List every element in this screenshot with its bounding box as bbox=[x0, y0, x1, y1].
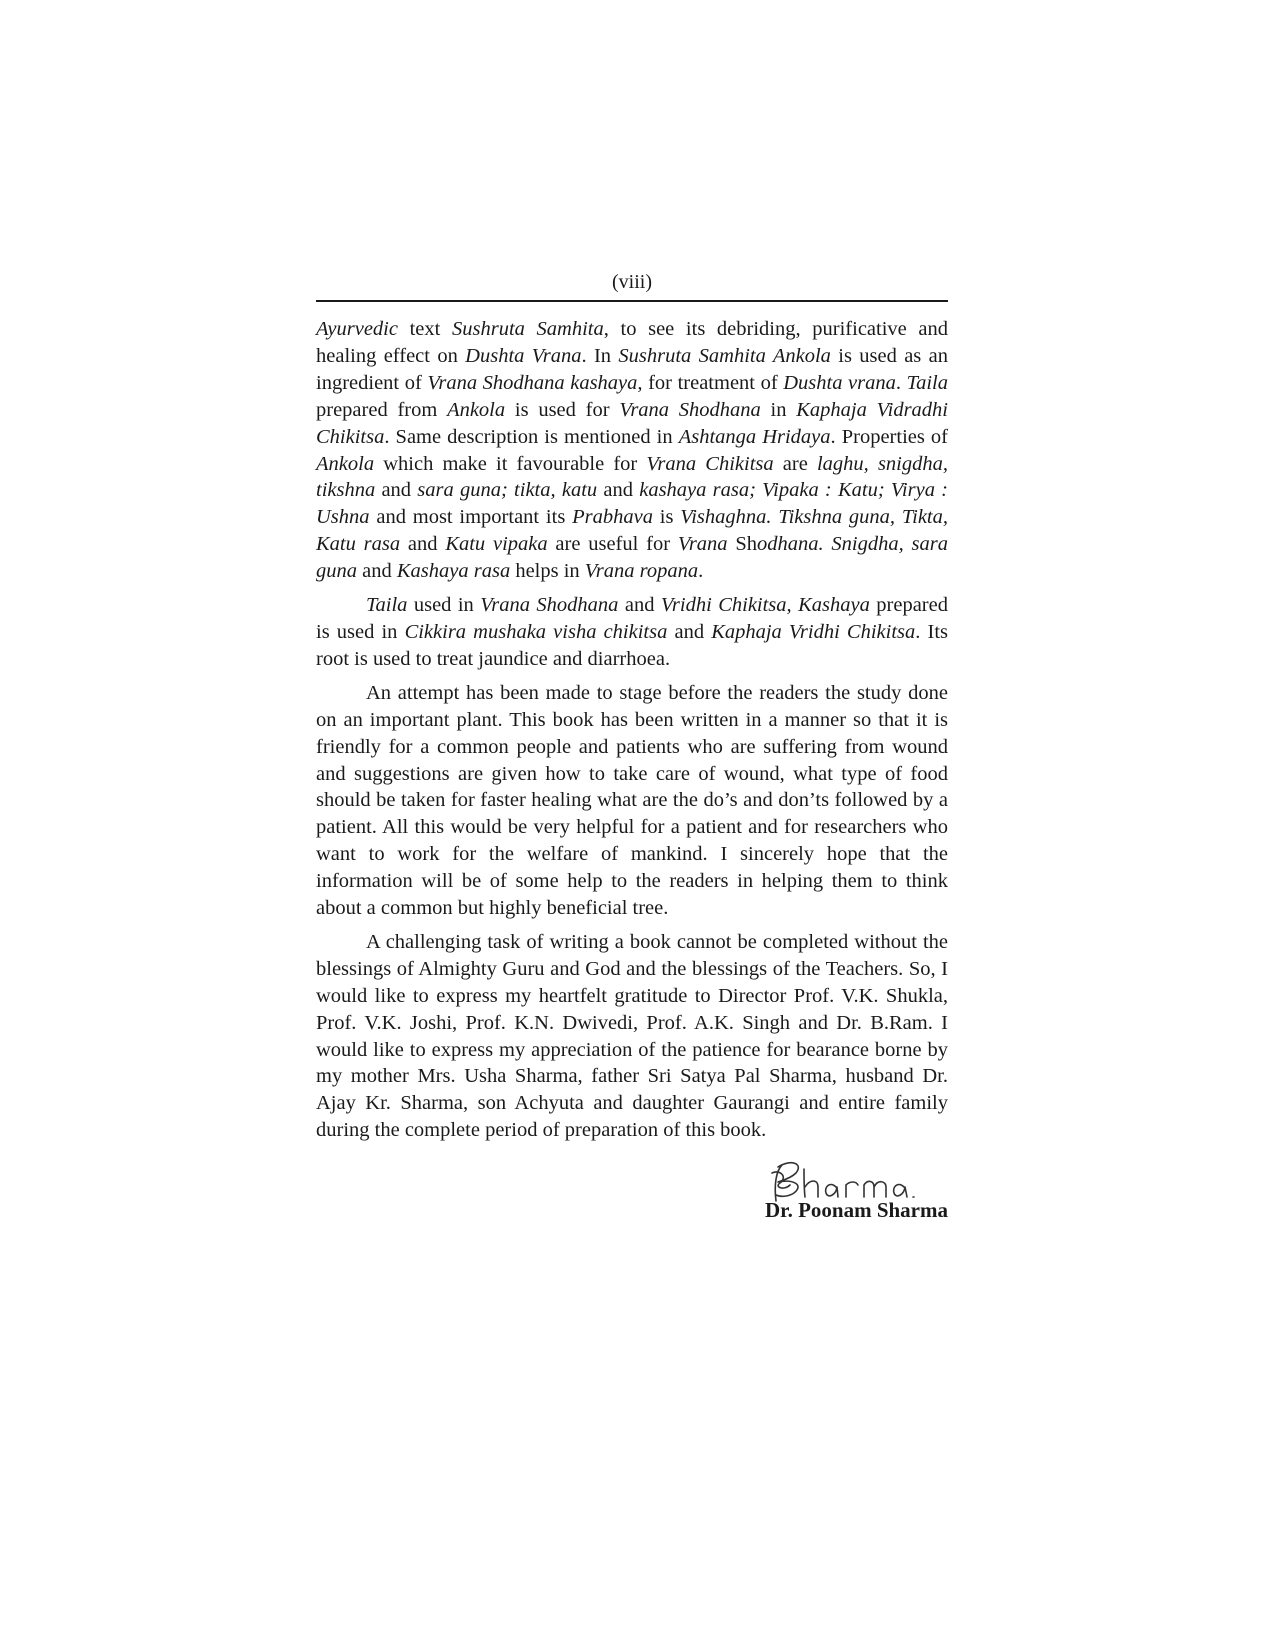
header-rule bbox=[316, 300, 948, 302]
italic-term: kashaya rasa; Vipaka : Katu; Virya : Ushna bbox=[316, 479, 948, 529]
italic-term: Prabhava bbox=[572, 506, 653, 529]
italic-term: sara guna; tikta, katu bbox=[417, 479, 598, 502]
text-run: used in bbox=[407, 594, 481, 617]
book-page bbox=[316, 270, 948, 1235]
text-run: . Its root is used to treat jaundice and diarrhoea. bbox=[316, 620, 949, 670]
italic-term: odhana. Snigdha, sara guna bbox=[316, 533, 949, 583]
italic-term: Dushta vrana bbox=[783, 371, 896, 394]
text-run: . Properties of bbox=[830, 425, 948, 448]
italic-term: Vridhi Chikitsa, Kashaya bbox=[660, 594, 870, 617]
text-run: is bbox=[652, 506, 681, 529]
text-run: are bbox=[773, 452, 817, 475]
text-run: prepared is used in bbox=[316, 594, 948, 643]
italic-term: Sushruta Samhita bbox=[452, 318, 604, 340]
text-run: which make it favourable for bbox=[374, 452, 647, 475]
italic-term: Vishaghna. Tikshna guna, Tikta, Katu rasa bbox=[316, 506, 948, 556]
italic-term: Ashtanga Hridaya bbox=[678, 425, 831, 448]
italic-term: Ankola bbox=[316, 452, 375, 475]
text-run: . In bbox=[581, 344, 619, 367]
text-run: and bbox=[618, 594, 661, 617]
text-run: An attempt has been made to stage before the readers the study done on an important plant. This book has been written in a manner so that it is friendly for a common people and patients who are suffering from wound and suggestions are given how to take care of wound, what type of food should be taken for faster healing what are the do’s and don’ts followed by a patient. All this would be very helpful for a patient and for researchers who want to work for the welfare of mankind. I sincerely hope that the information will be of some help to the readers in helping them to think about a common but highly beneficial tree. bbox=[316, 681, 948, 920]
paragraph bbox=[316, 680, 948, 922]
italic-term: Ayurvedic bbox=[316, 318, 398, 340]
text-run: and bbox=[400, 533, 446, 556]
page-number: (viii) bbox=[612, 271, 652, 293]
text-run: for treatment of bbox=[642, 371, 784, 394]
text-run: are useful for bbox=[547, 533, 678, 556]
text-run: . bbox=[895, 371, 907, 394]
text-run: prepared from bbox=[316, 398, 448, 421]
italic-term: laghu, snigdha, tikshna bbox=[316, 452, 948, 502]
italic-term: Vrana Shodhana bbox=[619, 398, 761, 421]
italic-term: Taila bbox=[366, 594, 408, 617]
text-run: . bbox=[698, 560, 704, 583]
italic-term: Vrana ropana bbox=[584, 560, 699, 583]
italic-term: Taila bbox=[906, 371, 948, 394]
text-run: is used as an ingredient of bbox=[316, 344, 948, 394]
text-run: and bbox=[597, 479, 640, 502]
author-name: Dr. Poonam Sharma bbox=[765, 1198, 948, 1223]
italic-term: Vrana Shodhana kashaya, bbox=[427, 371, 643, 394]
italic-term: Kashaya rasa bbox=[396, 560, 511, 583]
italic-term: Sushruta Samhita Ankola bbox=[618, 344, 831, 367]
text-run: . Same description is mentioned in bbox=[384, 425, 679, 448]
text-run: and most important its bbox=[369, 506, 573, 529]
text-run: , to see its debriding, purificative and healing effect on bbox=[316, 318, 948, 367]
text-run: and bbox=[375, 479, 418, 502]
italic-term: Cikkira mushaka visha chikitsa bbox=[404, 620, 668, 643]
text-run: is used for bbox=[505, 398, 620, 421]
text-run: text bbox=[397, 318, 452, 340]
preface-body bbox=[316, 316, 948, 1144]
text-run: and bbox=[667, 620, 712, 643]
italic-term: Vrana Shodhana bbox=[480, 594, 619, 617]
italic-term: Kaphaja Vridhi Chikitsa bbox=[711, 620, 916, 643]
text-run: A challenging task of writing a book cannot be completed without the blessings of Almighty Guru and God and the blessings of the Teachers. So, I would like to express my heartfelt gratitude to Director Prof. V.K. Shukla, Prof. V.K. Joshi, Prof. K.N. Dwivedi, Prof. A.K. Singh and Dr. B.Ram. I would like to express my appreciation of the patience for bearance borne by my mother Mrs. Usha Sharma, father Sri Satya Pal Sharma, husband Dr. Ajay Kr. Sharma, son Achyuta and daughter Gaurangi and entire family during the complete period of preparation of this book. bbox=[316, 930, 948, 1142]
text-run: and bbox=[357, 560, 397, 583]
italic-term: Katu vipaka bbox=[445, 533, 548, 556]
italic-term: Dushta Vrana bbox=[465, 344, 582, 367]
paragraph bbox=[316, 316, 948, 585]
italic-term: Kaphaja Vidradhi Chikitsa bbox=[316, 398, 948, 448]
italic-term: Ankola bbox=[447, 398, 506, 421]
italic-term: Vrana bbox=[677, 533, 728, 556]
text-run: helps in bbox=[510, 560, 585, 583]
paragraph bbox=[316, 929, 948, 1144]
text-run: Sh bbox=[727, 533, 758, 556]
text-run: in bbox=[760, 398, 797, 421]
italic-term: Vrana Chikitsa bbox=[646, 452, 774, 475]
paragraph bbox=[316, 592, 948, 673]
signature-block bbox=[316, 1151, 948, 1235]
